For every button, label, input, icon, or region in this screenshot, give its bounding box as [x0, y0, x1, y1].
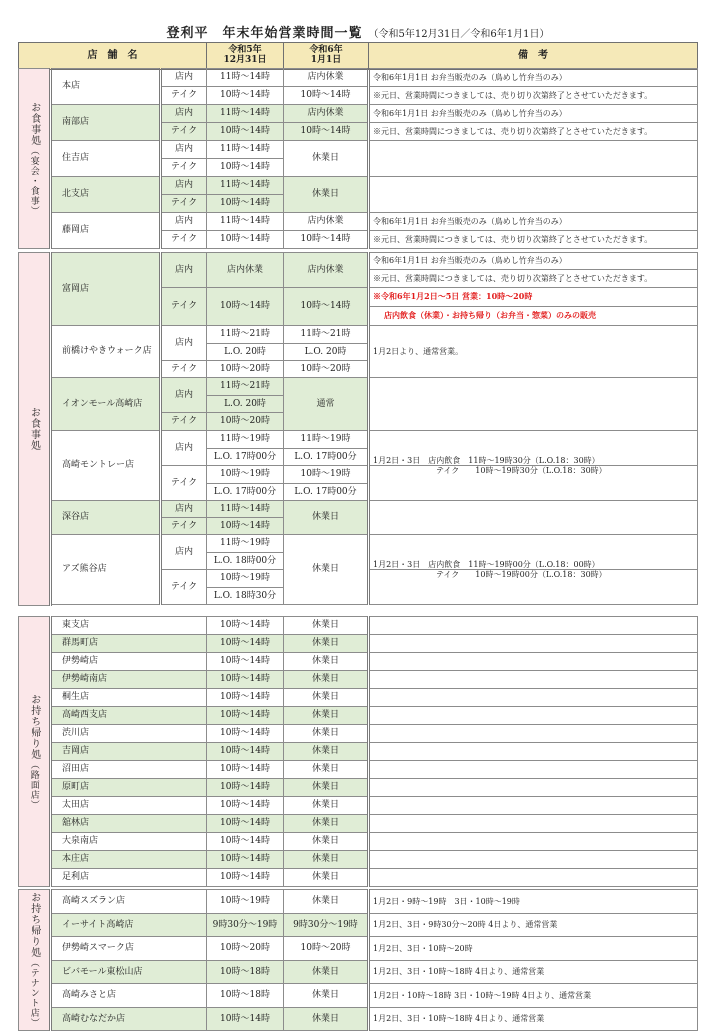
store-name: 高崎モントレー店	[51, 431, 161, 501]
store-name: 足利店	[51, 869, 207, 887]
store-name: 伊勢崎店	[51, 653, 207, 671]
section-takeout-street: お持ち帰り処（路面店） 東支店 10時～14時 休業日 群馬町店 10時～14時 休業日 伊勢崎店 10時～14時 休業日 伊勢崎南店 10時～14時 休業日 桐生店 10時～14時 休業日 高崎西支店 10時～14時 休業日 渋川店 10時～14時 休業日 吉岡店 10時～14時 休業日 沼田店 10時～14時 休業日 原町店 10時～14時 休業日 太田店 10時～14時 休業日 舘林店 10時～14時 休業日 大泉南店 10時～14時 休業日 本庄店 10時～14時 休業日 足利店 10時～14時 休業日	[18, 616, 698, 887]
header-date1: 令和5年 12月31日	[207, 43, 284, 70]
store-name: 大泉南店	[51, 833, 207, 851]
store-name: 高崎むなだか店	[51, 1007, 207, 1031]
store-name: 群馬町店	[51, 635, 207, 653]
store-name: 富岡店	[51, 253, 161, 326]
category-takeout-street: お持ち帰り処（路面店）	[19, 617, 51, 887]
section-dining: お食事処 富岡店 店内 店内休業 店内休業 令和6年1月1日 お弁当販売のみ（鳥めし竹弁当のみ） ※元日、営業時間につきましては、売り切り次第終了とさせていただきます。 テイク 10時～14時 10時～14時 ※令和6年1月2日～5日 営業：10時～20時 店内飲食（休業）・お持ち帰り（お弁当・惣菜）のみの販売 前橋けやきウォーク店 店内 11時～21時 11時～21時 1月2日より、通常営業。 L.O. 20時 L.O. 20時 テイク 10時～20時 10時～20時 イオンモール高崎店 店内 11時～21時 通常 L.O. 20時 テイク 10時～20時 高崎モントレー店 店内 11時～19時 11時～19時 1月2日・3日 店内飲食 11時～19時30分（L.O.18：30時） L.O. 17時00分 L.O. 17時00分 テイク 10時～19時 10時～19時 テイク 10時～19時30分（L.O.18：30時） L.O. 17時00分 L.O. 17時00分 深谷店 店内 11時～14時 休業日 テイク 10時～14時 アズ熊谷店 店内 11時～19時 休業日 1月2日・3日 店内飲食 11時～19時00分（L.O.18：00時） L.O. 18時00分 テイク 10時～19時 テイク 10時～19時00分（L.O.18：30時） L.O. 18時30分	[18, 252, 698, 606]
store-name: 渋川店	[51, 725, 207, 743]
store-name: 藤岡店	[51, 213, 161, 249]
store-name: 伊勢崎南店	[51, 671, 207, 689]
title-sub: （令和5年12月31日／令和6年1月1日）	[368, 29, 550, 40]
store-name: 南部店	[51, 105, 161, 141]
store-name: 伊勢崎スマーク店	[51, 937, 207, 961]
category-takeout-tenant: お持ち帰り処（テナント店）	[19, 890, 51, 1031]
store-name: 高崎みさと店	[51, 984, 207, 1008]
store-name: 高崎スズラン店	[51, 890, 207, 914]
header-table	[18, 42, 698, 70]
store-name: 深谷店	[51, 501, 161, 535]
section-takeout-tenant: お持ち帰り処（テナント店） 高崎スズラン店 10時～19時 休業日 1月2日・9時～19時 3日・10時～19時 イーサイト高崎店 9時30分～19時 9時30分～19時 1月2日、3日・9時30分～20時 4日より、通常営業 伊勢崎スマーク店 10時～20時 10時～20時 1月2日、3日・10時～20時 ビバモール東松山店 10時～18時 休業日 1月2日、3日・10時～18時 4日より、通常営業 高崎みさと店 10時～18時 休業日 1月2日・10時～18時 3日・10時～19時 4日より、通常営業 高崎むなだか店 10時～14時 休業日 1月2日、3日・10時～18時 4日より、通常営業	[18, 889, 698, 1031]
store-name: イオンモール高崎店	[51, 378, 161, 431]
store-name: 住吉店	[51, 141, 161, 177]
store-name: 沼田店	[51, 761, 207, 779]
header-store: 店 舗 名	[19, 43, 207, 70]
store-name: 本店	[51, 69, 161, 105]
store-name: 太田店	[51, 797, 207, 815]
store-name: イーサイト高崎店	[51, 913, 207, 937]
store-name: ビバモール東松山店	[51, 960, 207, 984]
header-note: 備 考	[369, 43, 698, 70]
page-title	[0, 22, 716, 41]
title-main: 登利平 年末年始営業時間一覧	[166, 26, 363, 41]
store-name: 北支店	[51, 177, 161, 213]
store-name: 前橋けやきウォーク店	[51, 326, 161, 378]
store-name: 原町店	[51, 779, 207, 797]
store-name: アズ熊谷店	[51, 535, 161, 605]
store-name: 吉岡店	[51, 743, 207, 761]
store-name: 舘林店	[51, 815, 207, 833]
header-date2: 令和6年 1月1日	[284, 43, 369, 70]
store-name: 本庄店	[51, 851, 207, 869]
store-name: 高崎西支店	[51, 707, 207, 725]
section-dining-banquet: お食事処（宴会・食事） 本店 店内 11時～14時 店内休業 令和6年1月1日 お弁当販売のみ（鳥めし竹弁当のみ） テイク 10時～14時 10時～14時 ※元日、営業時間につきましては、売り切り次第終了とさせていただきます。 南部店 店内 11時～14時 店内休業 令和6年1月1日 お弁当販売のみ（鳥めし竹弁当のみ） テイク 10時～14時 10時～14時 ※元日、営業時間につきましては、売り切り次第終了とさせていただきます。 住吉店 店内 11時～14時 休業日 テイク 10時～14時 北支店 店内 11時～14時 休業日 テイク 10時～14時 藤岡店 店内 11時～14時 店内休業 令和6年1月1日 お弁当販売のみ（鳥めし竹弁当のみ） テイク 10時～14時 10時～14時 ※元日、営業時間につきましては、売り切り次第終了とさせていただきます。	[18, 68, 698, 249]
category-dining: お食事処	[19, 253, 51, 606]
store-name: 桐生店	[51, 689, 207, 707]
category-dining-banquet: お食事処（宴会・食事）	[19, 69, 51, 249]
store-name: 東支店	[51, 617, 207, 635]
